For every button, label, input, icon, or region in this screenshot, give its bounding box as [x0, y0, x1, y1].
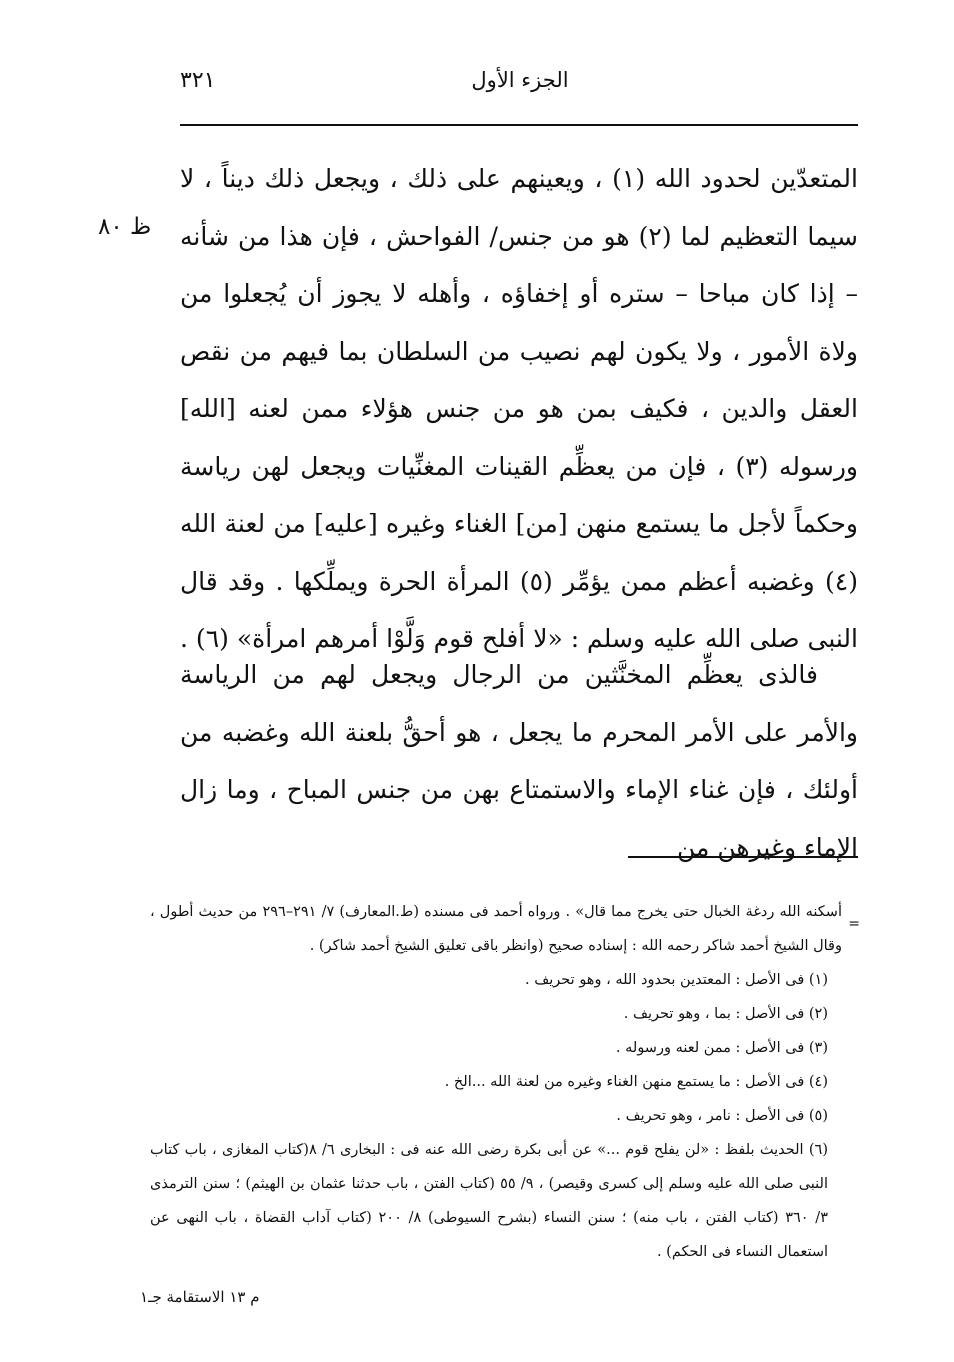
manuscript-folio-note: ظ ٨٠ [98, 214, 152, 240]
printer-signature: م ١٣ الاستقامة جـ١ [140, 1288, 260, 1306]
footnote-continuation: أسكنه الله ردغة الخبال حتى يخرج مما قال» . ورواه أحمد فى مسنده (ط.المعارف) ٧/ ٢٩١–٢٩٦ من حديث أطول ، وقال الشيخ أحمد شاكر رحمه الله : إسناده صحيح (وانظر باقى تعليق الشيخ أحمد شاكر) . [150, 904, 842, 954]
footnote-rule [628, 856, 858, 858]
footnotes-block [150, 895, 860, 1269]
footnote-3: (٣) فى الأصل : ممن لعنه ورسوله . [615, 1040, 828, 1056]
footnote-1: (١) فى الأصل : المعتدين بحدود الله ، وهو تحريف . [525, 972, 828, 988]
footnote-5: (٥) فى الأصل : نامر ، وهو تحريف . [616, 1108, 828, 1124]
body-paragraph-2: فالذى يعظِّم المخنَّثين من الرجال ويجعل لهم من الرياسة والأمر على الأمر المحرم ما يجعل ، هو أحقُّ بلعنة الله وغضبه من أولئك ، فإن غناء الإماء والاستمتاع بهن من جنس المباح ، وما زال الإماء وغيرهن من [180, 660, 858, 862]
footnote-2: (٢) فى الأصل : بما ، وهو تحريف . [623, 1006, 828, 1022]
continuation-mark: = [848, 916, 860, 932]
header-rule [180, 124, 858, 126]
page-number: ٣٢١ [180, 68, 216, 93]
footnote-6: (٦) الحديث بلفظ : «لن يفلح قوم ...» عن أبى بكرة رضى الله عنه فى : البخارى ٦/ ٨(كتاب المغازى ، باب كتاب النبى صلى الله عليه وسلم إلى كسرى وقيصر) ، ٩/ ٥٥ (كتاب الفتن ، باب حدثنا عثمان بن الهيثم) ؛ سنن الترمذى ٣/ ٣٦٠ (كتاب الفتن ، باب منه) ؛ سنن النساء (بشرح السيوطى) ٨/ ٢٠٠ (كتاب آداب القضاة ، باب النهى عن استعمال النساء فى الحكم) . [150, 1142, 828, 1260]
body-paragraph-1: المتعدّين لحدود الله (١) ، ويعينهم على ذلك ، ويجعل ذلك ديناً ، لا سيما التعظيم لما (٢) هو من جنس/ الفواحش ، فإن هذا من شأنه – إذا كان مباحا – ستره أو إخفاؤه ، وأهله لا يجوز أن يُجعلوا من ولاة الأمور ، ولا يكون لهم نصيب من السلطان بما فيهم من نقص العقل والدين ، فكيف بمن هو من جنس هؤلاء ممن لعنه [الله] ورسوله (٣) ، فإن من يعظِّم القينات المغنِّيات ويجعل لهن رياسة وحكماً لأجل ما يستمع منهن [من] الغناء وغيره [عليه] من لعنة الله (٤) وغضبه أعظم ممن يؤمِّر (٥) المرأة الحرة ويملِّكها . وقد قال النبى صلى الله عليه وسلم : «لا أفلح قوم وَلَّوْا أمرهم امرأة» (٦) . [180, 164, 858, 653]
running-header-title: الجزء الأول [471, 68, 569, 92]
footnote-4: (٤) فى الأصل : ما يستمع منهن الغناء وغيره من لعنة الله ...الخ . [444, 1074, 828, 1090]
